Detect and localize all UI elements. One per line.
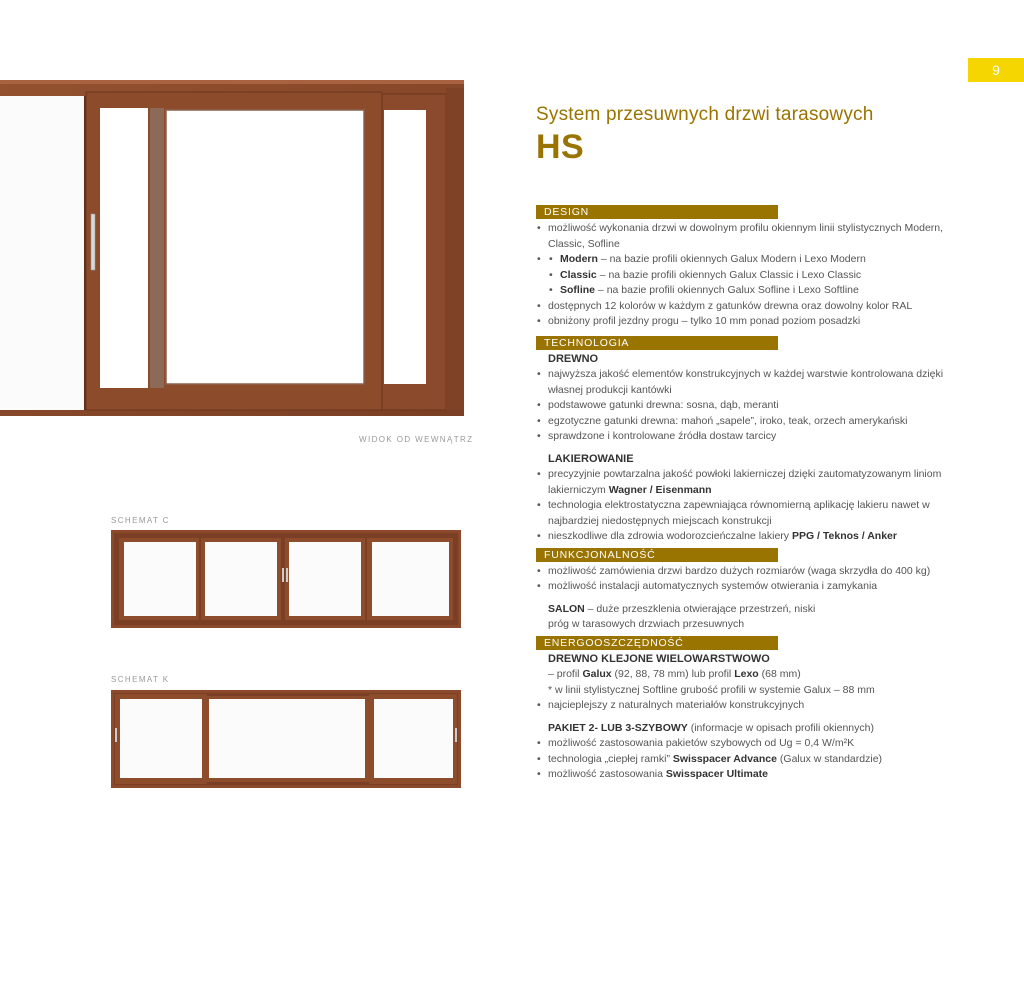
list-item: • sprawdzone i kontrolowane źródła dostaw tarcicy <box>536 429 976 445</box>
list-item <box>536 752 976 768</box>
list-item: • dostępnych 12 kolorów w każdym z gatunków drewna oraz dowolny kolor RAL <box>536 299 976 315</box>
lakierowanie-list <box>536 467 976 545</box>
drewno-list <box>536 367 976 445</box>
list-item: • obniżony profil jezdny progu – tylko 10 mm ponad poziom posadzki <box>536 314 976 330</box>
style-name: Modern <box>560 253 598 265</box>
style-desc: – na bazie profili okiennych Galux Modern i Lexo Modern <box>597 253 866 265</box>
page-title: System przesuwnych drzwi tarasowych <box>536 104 874 125</box>
design-sublist <box>548 252 976 299</box>
item-bold: Swisspacer Advance <box>672 752 777 765</box>
profil-galux: Galux <box>582 668 612 680</box>
profil-line <box>536 667 976 683</box>
spec-column <box>536 202 976 783</box>
funkcjonalnosc-header: FUNKCJONALNOŚĆ <box>536 548 778 562</box>
salon-text <box>536 602 818 633</box>
item-bold: Wagner / Eisenmann <box>608 483 712 496</box>
list-item: • najcieplejszy z naturalnych materiałów konstrukcyjnych <box>536 698 976 714</box>
style-name: Sofline <box>560 284 596 296</box>
item-bold: PPG / Teknos / Anker <box>791 530 897 542</box>
list-item: • możliwość wykonania drzwi w dowolnym profilu okiennym linii stylistycznych Modern, Classic, Sofline <box>536 221 976 252</box>
caption-main-view: WIDOK OD WEWNĄTRZ <box>359 435 474 444</box>
list-item <box>536 767 976 783</box>
list-item: • możliwość zamówienia drzwi bardzo dużych rozmiarów (waga skrzydła do 400 kg) <box>536 564 976 580</box>
sliding-door-illustration <box>0 80 466 416</box>
item-text: precyzyjnie powtarzalna jakość powłoki lakierniczej dzięki zautomatyzowanym liniom lakierniczym <box>548 468 942 496</box>
design-sublist-wrapper <box>536 252 976 299</box>
energo-header: ENERGOOSZCZĘDNOŚĆ <box>536 636 778 650</box>
list-item: • egzotyczne gatunki drewna: mahoń „sapele”, iroko, teak, orzech amerykański <box>536 414 976 430</box>
profil-lexo: Lexo <box>734 668 759 680</box>
page-number: 9 <box>968 58 1024 82</box>
funkcjonalnosc-list <box>536 564 976 595</box>
caption-schema-c: SCHEMAT C <box>111 516 170 525</box>
list-item: • możliwość zastosowania pakietów szybowych od Ug = 0,4 W/m²K <box>536 736 976 752</box>
list-item <box>548 252 976 268</box>
list-item <box>548 268 976 284</box>
list-item: • technologia elektrostatyczna zapewniająca równomierną aplikację lakieru nawet w najbardziej niedostępnych miejscach konstrukcji <box>536 498 976 529</box>
pakiet-bold: PAKIET 2- LUB 3-SZYBOWY <box>548 721 688 734</box>
pakiet-line <box>536 721 976 737</box>
item-text: (Galux w standardzie) <box>776 752 883 765</box>
schema-k-illustration <box>111 690 461 788</box>
design-header: DESIGN <box>536 205 778 219</box>
style-name: Classic <box>560 268 597 281</box>
design-list <box>536 221 976 330</box>
page-subtitle: HS <box>536 128 585 166</box>
list-item <box>536 467 976 498</box>
list-item: • podstawowe gatunki drewna: sosna, dąb, meranti <box>536 398 976 414</box>
softline-note: * w linii stylistycznej Softline grubość profili w systemie Galux – 88 mm <box>548 683 875 696</box>
item-text: nieszkodliwe dla zdrowia wodorozcieńczalne lakiery <box>548 530 792 542</box>
salon-bold: SALON <box>548 602 585 615</box>
list-item: • najwyższa jakość elementów konstrukcyjnych w każdej warstwie kontrolowana dzięki własnej produkcji kantówki <box>536 367 976 398</box>
style-desc: – na bazie profili okiennych Galux Sofline i Lexo Softline <box>595 284 859 296</box>
energo-list-1 <box>536 698 976 714</box>
list-item <box>548 283 976 299</box>
salon-desc: – duże przeszklenia otwierające przestrzeń, niski próg w tarasowych drzwiach przesuwnych <box>548 602 816 630</box>
drewno-title: DREWNO <box>548 352 599 365</box>
schema-c-illustration <box>111 530 461 628</box>
list-item <box>536 529 976 545</box>
profil-c: (68 mm) <box>758 668 801 680</box>
profil-b: (92, 88, 78 mm) lub profil <box>611 668 735 680</box>
list-item: • możliwość instalacji automatycznych systemów otwierania i zamykania <box>536 579 976 595</box>
item-text: możliwość zastosowania <box>548 768 666 780</box>
item-text: technologia „ciepłej ramki” <box>548 752 673 765</box>
energo-list-2 <box>536 736 976 783</box>
style-desc: – na bazie profili okiennych Galux Classic i Lexo Classic <box>596 268 862 281</box>
pakiet-text: (informacje w opisach profili okiennych) <box>687 721 874 734</box>
profil-a: – profil <box>548 668 583 680</box>
item-bold: Swisspacer Ultimate <box>665 768 769 780</box>
lakierowanie-title: LAKIEROWANIE <box>548 452 634 465</box>
caption-schema-k: SCHEMAT K <box>111 675 170 684</box>
technologia-header: TECHNOLOGIA <box>536 336 778 350</box>
energo-drewno-title: DREWNO KLEJONE WIELOWARSTWOWO <box>548 652 770 665</box>
